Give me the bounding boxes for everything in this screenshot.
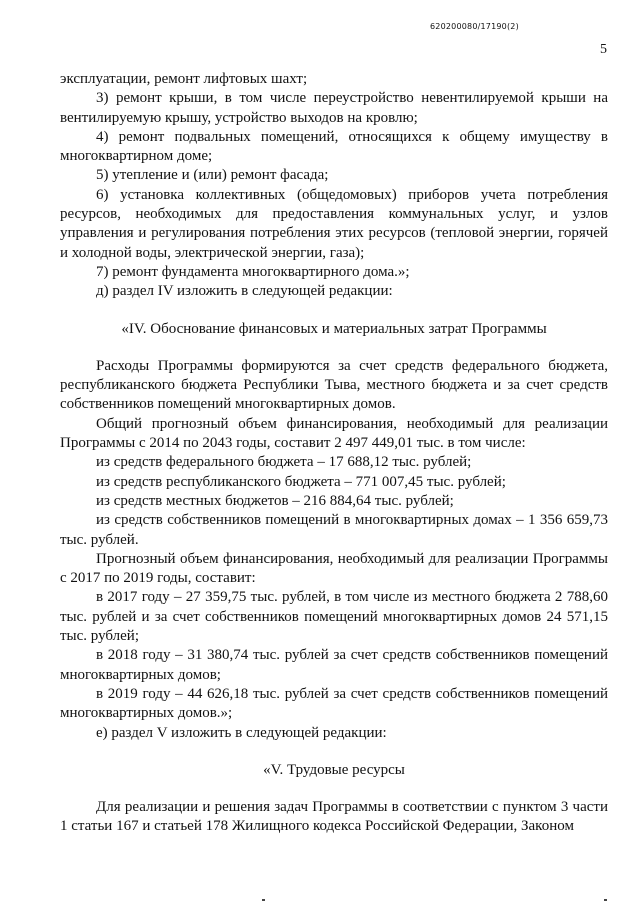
scan-artifact — [604, 899, 607, 901]
paragraph: е) раздел V изложить в следующей редакции: — [96, 724, 387, 741]
list-item: из средств федерального бюджета – 17 688,12 тыс. рублей; — [96, 454, 472, 471]
paragraph: Прогнозный объем финансирования, необходимый для реализации Программы с 2017 по 2019 годы, составит: — [60, 550, 608, 587]
list-item: 5) утепление и (или) ремонт фасада; — [96, 167, 329, 184]
list-item: из средств собственников помещений в многоквартирных домах – 1 356 659,73 тыс. рублей. — [60, 512, 608, 548]
list-item: в 2019 году – 44 626,18 тыс. рублей за счет средств собственников помещений многоквартирных домов.»; — [60, 685, 608, 722]
scan-artifact — [262, 899, 265, 901]
paragraph: д) раздел IV изложить в следующей редакции: — [96, 283, 393, 300]
list-item: 7) ремонт фундамента многоквартирного дома.»; — [96, 263, 410, 280]
page-number: 5 — [600, 42, 607, 57]
section-heading: «IV. Обоснование финансовых и материальных затрат Программы — [121, 320, 547, 337]
section-heading: «V. Трудовые ресурсы — [263, 761, 405, 778]
list-item: из средств республиканского бюджета – 771 007,45 тыс. рублей; — [96, 473, 506, 490]
list-item: 3) ремонт крыши, в том числе переустройство невентилируемой крыши на вентилируемую крышу, устройство выходов на кровлю; — [60, 90, 608, 126]
paragraph: Для реализации и решения задач Программы в соответствии с пунктом 3 части 1 статьи 167 и статьей 178 Жилищного кодекса Российской Федерации, Законом — [60, 799, 608, 835]
paragraph: Общий прогнозный объем финансирования, необходимый для реализации Программы с 2014 по 2043 годы, составит 2 497 449,01 тыс. в том числе: — [60, 415, 608, 452]
paragraph: эксплуатации, ремонт лифтовых шахт; — [60, 71, 308, 87]
paragraph: Расходы Программы формируются за счет средств федерального бюджета, республиканского бюджета Республики Тыва, местного бюджета и за счет средств собственников помещений многоквартирных домов. — [60, 357, 608, 413]
list-item: 4) ремонт подвальных помещений, относящихся к общему имуществу в многоквартирном доме; — [60, 128, 608, 165]
list-item: из средств местных бюджетов – 216 884,64 тыс. рублей; — [96, 492, 454, 509]
list-item: в 2017 году – 27 359,75 тыс. рублей, в том числе из местного бюджета 2 788,60 тыс. рублей и за счет собственников помещений многоквартирных домов 24 571,15 тыс. рублей; — [60, 589, 608, 645]
list-item: в 2018 году – 31 380,74 тыс. рублей за счет средств собственников помещений многоквартирных домов; — [60, 647, 608, 683]
list-item: 6) установка коллективных (общедомовых) приборов учета потребления ресурсов, необходимых для предоставления коммунальных услуг, и узлов управления и регулирования потребления этих ресурсов (тепловой энергии, горячей и холодной воды, электрической энергии, газа); — [60, 186, 608, 261]
document-body — [60, 70, 608, 837]
document-id: 620200080/17190(2) — [430, 22, 519, 31]
